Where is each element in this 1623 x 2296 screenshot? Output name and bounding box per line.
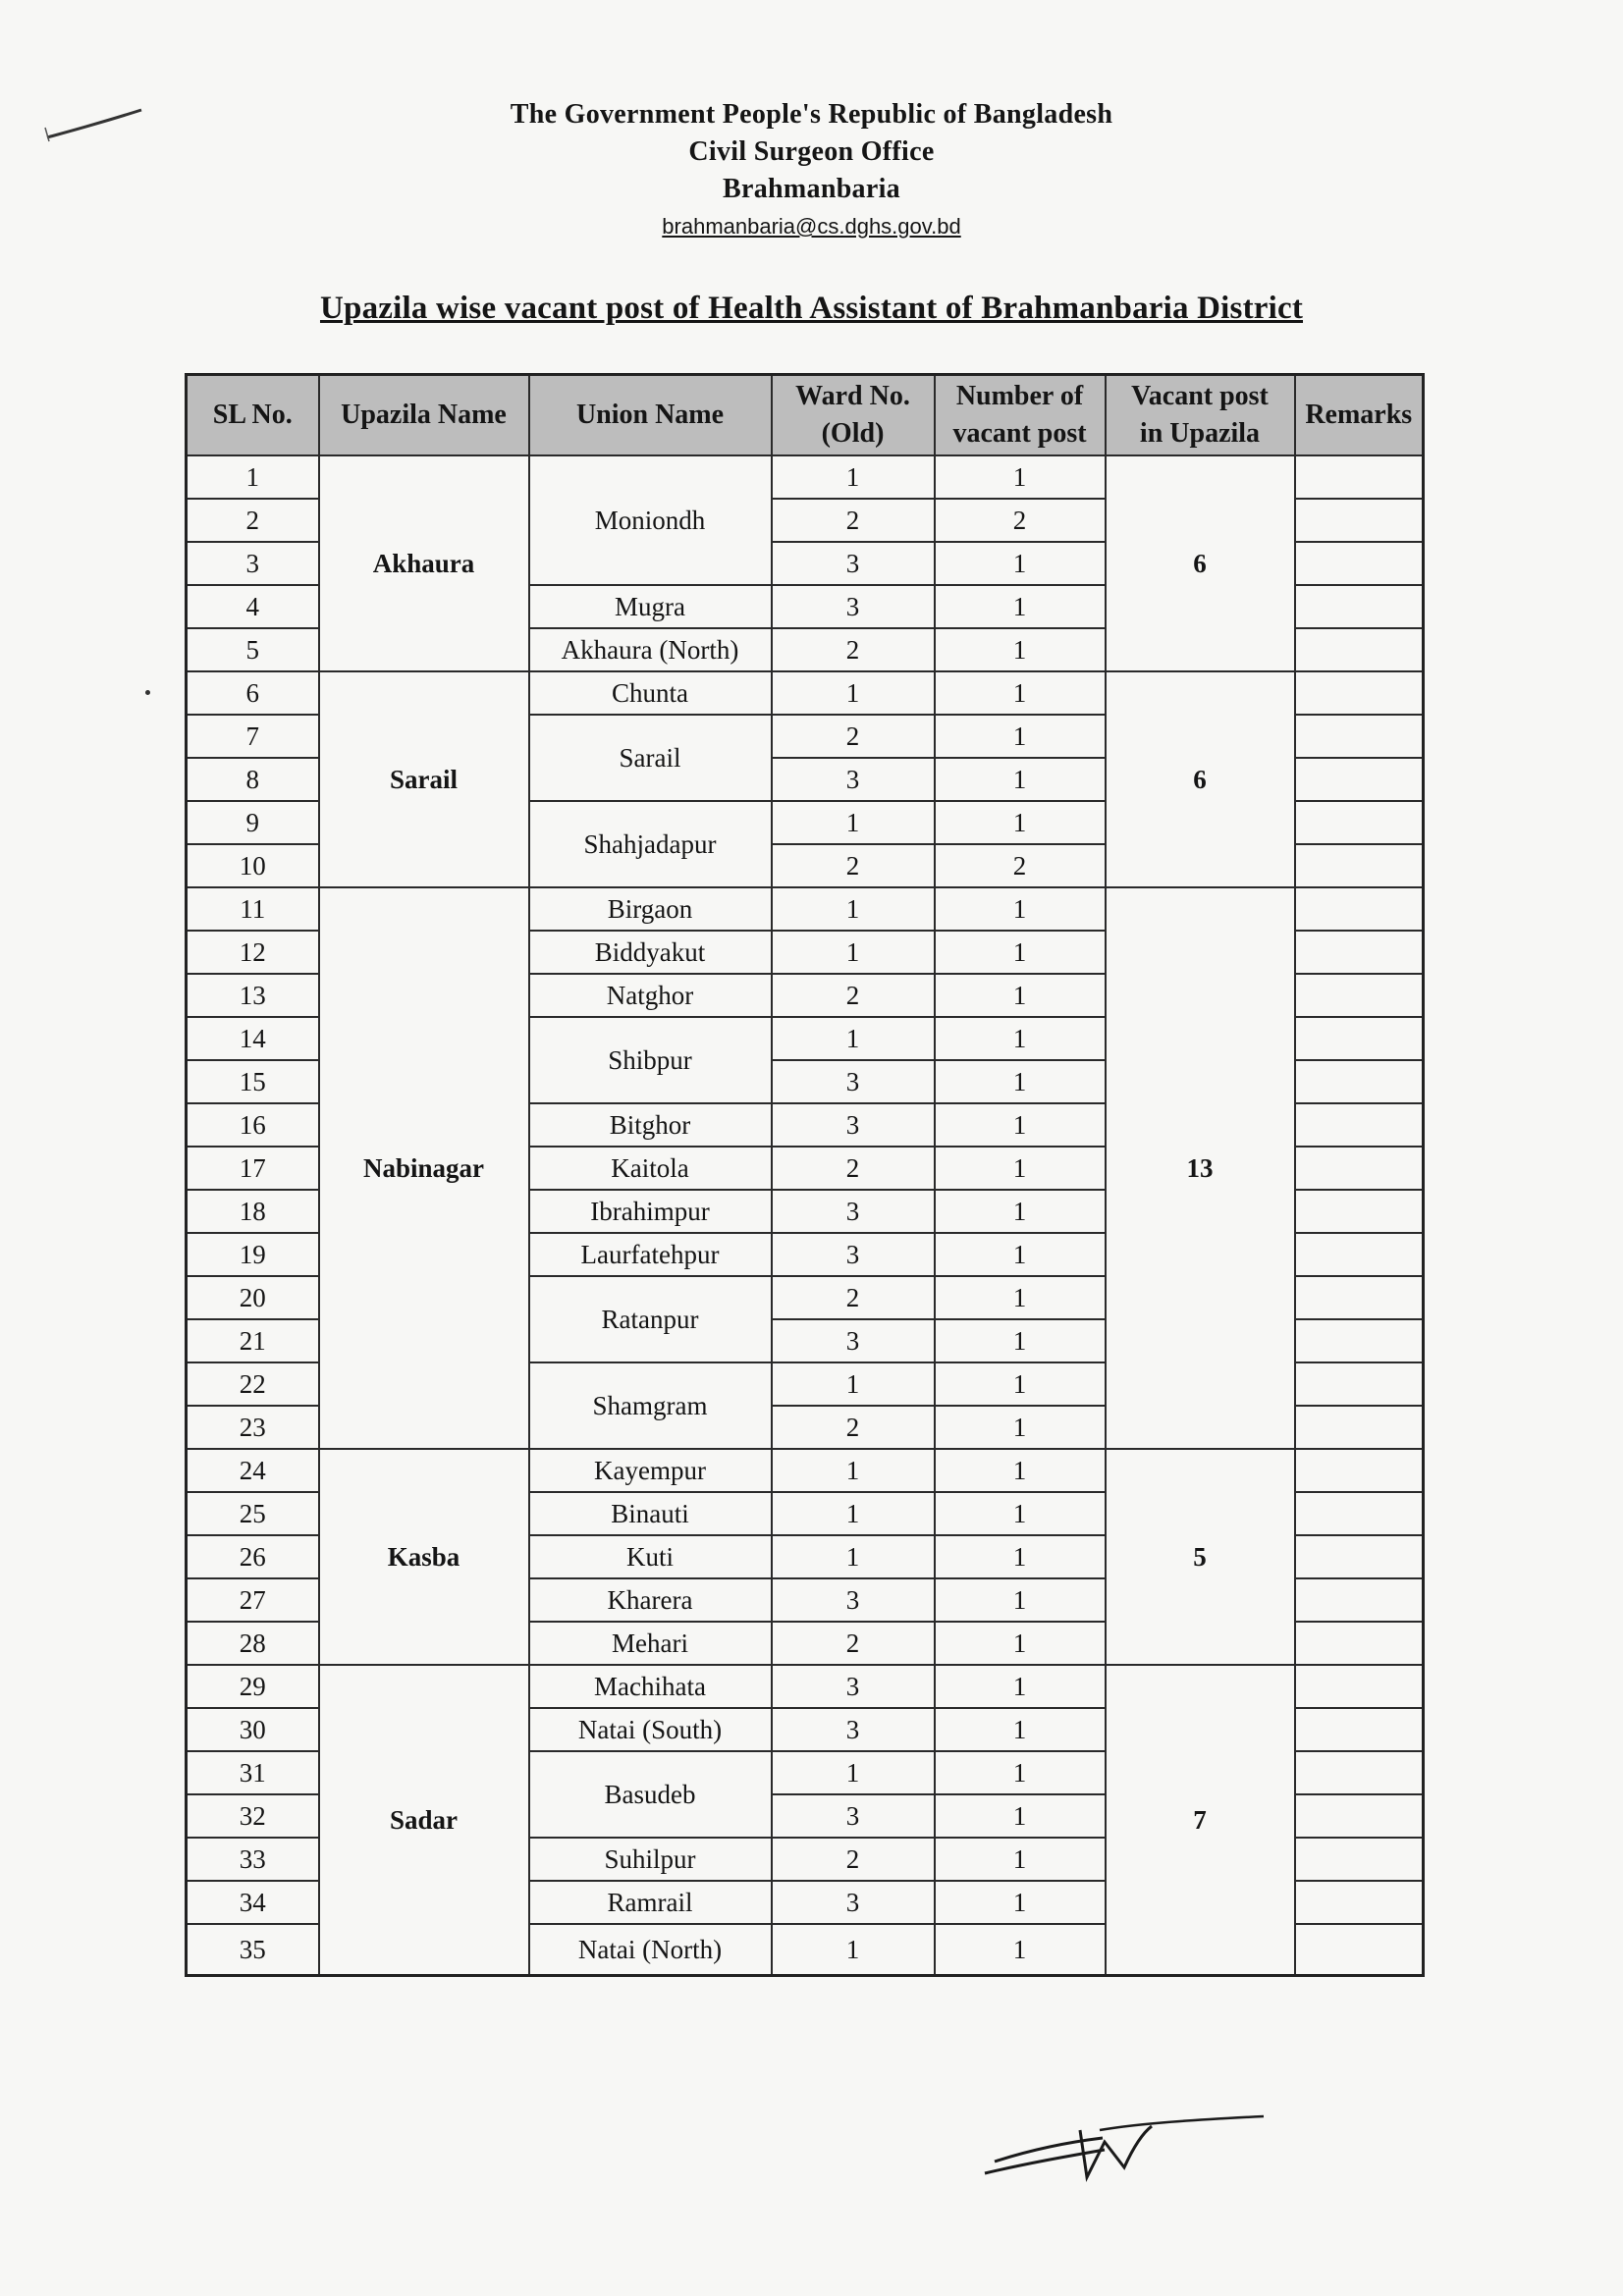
vacant-cell: 1 bbox=[935, 1406, 1106, 1449]
district-name: Brahmanbaria bbox=[723, 174, 900, 204]
ward-cell: 1 bbox=[772, 671, 935, 715]
sl-cell: 21 bbox=[187, 1319, 319, 1362]
sl-cell: 5 bbox=[187, 628, 319, 671]
upazila-total-cell: 13 bbox=[1106, 887, 1295, 1449]
col-header-union: Union Name bbox=[529, 375, 772, 456]
vacant-cell: 1 bbox=[935, 1276, 1106, 1319]
remarks-cell bbox=[1295, 1233, 1424, 1276]
union-cell: Natai (North) bbox=[529, 1924, 772, 1976]
sl-cell: 11 bbox=[187, 887, 319, 931]
ward-cell: 1 bbox=[772, 931, 935, 974]
ward-cell: 3 bbox=[772, 1233, 935, 1276]
remarks-cell bbox=[1295, 585, 1424, 628]
remarks-cell bbox=[1295, 1276, 1424, 1319]
office-name: Civil Surgeon Office bbox=[688, 136, 935, 167]
col-header-remarks: Remarks bbox=[1295, 375, 1424, 456]
ward-cell: 2 bbox=[772, 844, 935, 887]
ward-cell: 3 bbox=[772, 1060, 935, 1103]
vacant-cell: 1 bbox=[935, 1794, 1106, 1838]
sl-cell: 35 bbox=[187, 1924, 319, 1976]
ward-cell: 1 bbox=[772, 1449, 935, 1492]
sl-cell: 34 bbox=[187, 1881, 319, 1924]
upazila-total-cell: 6 bbox=[1106, 671, 1295, 887]
ward-cell: 3 bbox=[772, 542, 935, 585]
union-cell: Machihata bbox=[529, 1665, 772, 1708]
sl-cell: 2 bbox=[187, 499, 319, 542]
vacant-cell: 1 bbox=[935, 1578, 1106, 1622]
sl-cell: 10 bbox=[187, 844, 319, 887]
ward-cell: 3 bbox=[772, 758, 935, 801]
vacant-cell: 1 bbox=[935, 1147, 1106, 1190]
sl-cell: 30 bbox=[187, 1708, 319, 1751]
remarks-cell bbox=[1295, 455, 1424, 499]
remarks-cell bbox=[1295, 1319, 1424, 1362]
union-cell: Shibpur bbox=[529, 1017, 772, 1103]
ward-cell: 2 bbox=[772, 1622, 935, 1665]
ward-cell: 1 bbox=[772, 887, 935, 931]
col-header-vacant: Number of vacant post bbox=[935, 375, 1106, 456]
vacant-cell: 1 bbox=[935, 1017, 1106, 1060]
union-cell: Laurfatehpur bbox=[529, 1233, 772, 1276]
remarks-cell bbox=[1295, 844, 1424, 887]
table-row bbox=[187, 1665, 1424, 1708]
vacant-cell: 1 bbox=[935, 1838, 1106, 1881]
sl-cell: 6 bbox=[187, 671, 319, 715]
sl-cell: 4 bbox=[187, 585, 319, 628]
sl-cell: 25 bbox=[187, 1492, 319, 1535]
ward-cell: 3 bbox=[772, 1708, 935, 1751]
remarks-cell bbox=[1295, 1708, 1424, 1751]
table-row bbox=[187, 671, 1424, 715]
sl-cell: 1 bbox=[187, 455, 319, 499]
sl-cell: 28 bbox=[187, 1622, 319, 1665]
vacant-cell: 1 bbox=[935, 1190, 1106, 1233]
sl-cell: 15 bbox=[187, 1060, 319, 1103]
sl-cell: 13 bbox=[187, 974, 319, 1017]
remarks-cell bbox=[1295, 1449, 1424, 1492]
vacant-cell: 2 bbox=[935, 499, 1106, 542]
vacant-cell: 1 bbox=[935, 585, 1106, 628]
sl-cell: 16 bbox=[187, 1103, 319, 1147]
vacant-cell: 1 bbox=[935, 1535, 1106, 1578]
upazila-cell: Sarail bbox=[319, 671, 529, 887]
union-cell: Akhaura (North) bbox=[529, 628, 772, 671]
sl-cell: 20 bbox=[187, 1276, 319, 1319]
sl-cell: 18 bbox=[187, 1190, 319, 1233]
union-cell: Shamgram bbox=[529, 1362, 772, 1449]
union-cell: Kayempur bbox=[529, 1449, 772, 1492]
union-cell: Sarail bbox=[529, 715, 772, 801]
sl-cell: 29 bbox=[187, 1665, 319, 1708]
vacant-cell: 1 bbox=[935, 1881, 1106, 1924]
remarks-cell bbox=[1295, 1751, 1424, 1794]
vacant-cell: 1 bbox=[935, 1622, 1106, 1665]
remarks-cell bbox=[1295, 542, 1424, 585]
ward-cell: 3 bbox=[772, 585, 935, 628]
vacant-cell: 1 bbox=[935, 758, 1106, 801]
remarks-cell bbox=[1295, 1622, 1424, 1665]
vacant-cell: 2 bbox=[935, 844, 1106, 887]
ward-cell: 1 bbox=[772, 1017, 935, 1060]
sl-cell: 31 bbox=[187, 1751, 319, 1794]
vacant-cell: 1 bbox=[935, 1362, 1106, 1406]
upazila-cell: Kasba bbox=[319, 1449, 529, 1665]
ward-cell: 2 bbox=[772, 1147, 935, 1190]
ward-cell: 2 bbox=[772, 974, 935, 1017]
ward-cell: 2 bbox=[772, 499, 935, 542]
vacant-cell: 1 bbox=[935, 1924, 1106, 1976]
remarks-cell bbox=[1295, 1017, 1424, 1060]
upazila-total-cell: 7 bbox=[1106, 1665, 1295, 1976]
remarks-cell bbox=[1295, 1362, 1424, 1406]
remarks-cell bbox=[1295, 1535, 1424, 1578]
col-header-upazila-total: Vacant post in Upazila bbox=[1106, 375, 1295, 456]
vacant-cell: 1 bbox=[935, 931, 1106, 974]
ward-cell: 2 bbox=[772, 1838, 935, 1881]
vacant-cell: 1 bbox=[935, 715, 1106, 758]
upazila-total-cell: 6 bbox=[1106, 455, 1295, 671]
vacant-cell: 1 bbox=[935, 1103, 1106, 1147]
table-body bbox=[187, 455, 1424, 1976]
vacant-cell: 1 bbox=[935, 1319, 1106, 1362]
vacant-post-table bbox=[185, 373, 1425, 1977]
ward-cell: 3 bbox=[772, 1103, 935, 1147]
ward-cell: 1 bbox=[772, 1751, 935, 1794]
union-cell: Suhilpur bbox=[529, 1838, 772, 1881]
vacant-cell: 1 bbox=[935, 628, 1106, 671]
ward-cell: 2 bbox=[772, 715, 935, 758]
union-cell: Kharera bbox=[529, 1578, 772, 1622]
upazila-cell: Sadar bbox=[319, 1665, 529, 1976]
sl-cell: 24 bbox=[187, 1449, 319, 1492]
vacant-cell: 1 bbox=[935, 1708, 1106, 1751]
office-email[interactable]: brahmanbaria@cs.dghs.gov.bd bbox=[662, 214, 961, 239]
ward-cell: 1 bbox=[772, 1535, 935, 1578]
remarks-cell bbox=[1295, 628, 1424, 671]
remarks-cell bbox=[1295, 1794, 1424, 1838]
union-cell: Moniondh bbox=[529, 455, 772, 585]
sl-cell: 26 bbox=[187, 1535, 319, 1578]
union-cell: Ibrahimpur bbox=[529, 1190, 772, 1233]
vacant-cell: 1 bbox=[935, 1665, 1106, 1708]
remarks-cell bbox=[1295, 499, 1424, 542]
remarks-cell bbox=[1295, 1103, 1424, 1147]
union-cell: Binauti bbox=[529, 1492, 772, 1535]
remarks-cell bbox=[1295, 1147, 1424, 1190]
remarks-cell bbox=[1295, 671, 1424, 715]
table-row bbox=[187, 1449, 1424, 1492]
remarks-cell bbox=[1295, 1492, 1424, 1535]
vacant-cell: 1 bbox=[935, 455, 1106, 499]
ward-cell: 3 bbox=[772, 1319, 935, 1362]
sl-cell: 27 bbox=[187, 1578, 319, 1622]
remarks-cell bbox=[1295, 931, 1424, 974]
vacant-cell: 1 bbox=[935, 974, 1106, 1017]
union-cell: Kuti bbox=[529, 1535, 772, 1578]
remarks-cell bbox=[1295, 1060, 1424, 1103]
signature bbox=[977, 2103, 1271, 2191]
sl-cell: 14 bbox=[187, 1017, 319, 1060]
upazila-cell: Akhaura bbox=[319, 455, 529, 671]
col-header-sl: SL No. bbox=[187, 375, 319, 456]
vacant-cell: 1 bbox=[935, 1233, 1106, 1276]
sl-cell: 33 bbox=[187, 1838, 319, 1881]
sl-cell: 32 bbox=[187, 1794, 319, 1838]
union-cell: Biddyakut bbox=[529, 931, 772, 974]
remarks-cell bbox=[1295, 1881, 1424, 1924]
sl-cell: 23 bbox=[187, 1406, 319, 1449]
vacant-cell: 1 bbox=[935, 801, 1106, 844]
vacant-cell: 1 bbox=[935, 1492, 1106, 1535]
union-cell: Kaitola bbox=[529, 1147, 772, 1190]
union-cell: Mugra bbox=[529, 585, 772, 628]
vacant-cell: 1 bbox=[935, 887, 1106, 931]
union-cell: Ramrail bbox=[529, 1881, 772, 1924]
table-row bbox=[187, 455, 1424, 499]
sl-cell: 8 bbox=[187, 758, 319, 801]
ward-cell: 3 bbox=[772, 1578, 935, 1622]
ward-cell: 1 bbox=[772, 1362, 935, 1406]
remarks-cell bbox=[1295, 758, 1424, 801]
union-cell: Natai (South) bbox=[529, 1708, 772, 1751]
union-cell: Chunta bbox=[529, 671, 772, 715]
ward-cell: 2 bbox=[772, 1406, 935, 1449]
vacant-cell: 1 bbox=[935, 1449, 1106, 1492]
union-cell: Ratanpur bbox=[529, 1276, 772, 1362]
ward-cell: 1 bbox=[772, 801, 935, 844]
upazila-total-cell: 5 bbox=[1106, 1449, 1295, 1665]
remarks-cell bbox=[1295, 974, 1424, 1017]
remarks-cell bbox=[1295, 715, 1424, 758]
letterhead bbox=[0, 96, 1623, 245]
sl-cell: 17 bbox=[187, 1147, 319, 1190]
table-header-row bbox=[187, 375, 1424, 456]
remarks-cell bbox=[1295, 1924, 1424, 1976]
ward-cell: 1 bbox=[772, 1924, 935, 1976]
sl-cell: 7 bbox=[187, 715, 319, 758]
vacant-cell: 1 bbox=[935, 671, 1106, 715]
sl-cell: 12 bbox=[187, 931, 319, 974]
govt-name: The Government People's Republic of Bangladesh bbox=[510, 99, 1113, 130]
remarks-cell bbox=[1295, 801, 1424, 844]
document-title: Upazila wise vacant post of Health Assistant of Brahmanbaria District bbox=[319, 291, 1304, 326]
union-cell: Shahjadapur bbox=[529, 801, 772, 887]
sl-cell: 19 bbox=[187, 1233, 319, 1276]
ward-cell: 3 bbox=[772, 1665, 935, 1708]
sl-cell: 3 bbox=[187, 542, 319, 585]
sl-cell: 22 bbox=[187, 1362, 319, 1406]
remarks-cell bbox=[1295, 1190, 1424, 1233]
ward-cell: 1 bbox=[772, 455, 935, 499]
col-header-upazila: Upazila Name bbox=[319, 375, 529, 456]
remarks-cell bbox=[1295, 1406, 1424, 1449]
remarks-cell bbox=[1295, 1838, 1424, 1881]
remarks-cell bbox=[1295, 1665, 1424, 1708]
sl-cell: 9 bbox=[187, 801, 319, 844]
union-cell: Basudeb bbox=[529, 1751, 772, 1838]
union-cell: Natghor bbox=[529, 974, 772, 1017]
union-cell: Bitghor bbox=[529, 1103, 772, 1147]
ward-cell: 3 bbox=[772, 1190, 935, 1233]
remarks-cell bbox=[1295, 1578, 1424, 1622]
union-cell: Birgaon bbox=[529, 887, 772, 931]
ward-cell: 3 bbox=[772, 1794, 935, 1838]
upazila-cell: Nabinagar bbox=[319, 887, 529, 1449]
col-header-ward: Ward No. (Old) bbox=[772, 375, 935, 456]
table-row bbox=[187, 887, 1424, 931]
stray-dot bbox=[145, 690, 150, 695]
vacant-cell: 1 bbox=[935, 1060, 1106, 1103]
vacant-cell: 1 bbox=[935, 542, 1106, 585]
vacant-cell: 1 bbox=[935, 1751, 1106, 1794]
remarks-cell bbox=[1295, 887, 1424, 931]
ward-cell: 1 bbox=[772, 1492, 935, 1535]
ward-cell: 2 bbox=[772, 1276, 935, 1319]
ward-cell: 2 bbox=[772, 628, 935, 671]
union-cell: Mehari bbox=[529, 1622, 772, 1665]
ward-cell: 3 bbox=[772, 1881, 935, 1924]
